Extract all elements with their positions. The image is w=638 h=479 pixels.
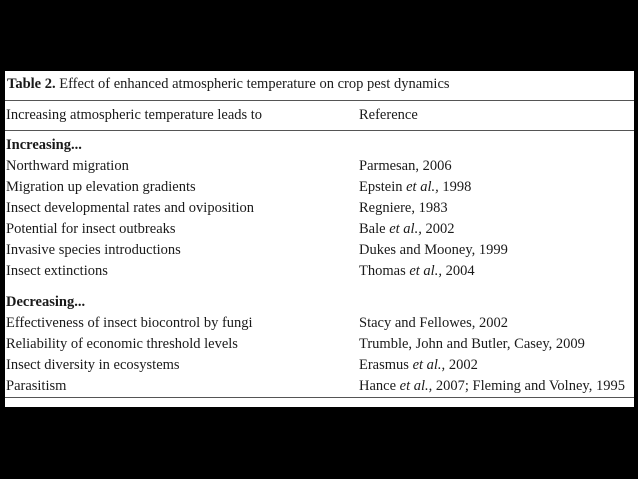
bottom-rule (5, 397, 634, 398)
row-reference: Regniere, 1983 (359, 200, 448, 216)
row-reference: Dukes and Mooney, 1999 (359, 242, 508, 258)
header-rule (5, 130, 634, 131)
table-panel (5, 71, 634, 407)
row-reference: Parmesan, 2006 (359, 158, 452, 174)
row-effect: Insect developmental rates and oviposition (6, 200, 255, 216)
section-heading-decreasing: Decreasing... (6, 294, 86, 310)
row-effect: Migration up elevation gradients (6, 179, 196, 195)
row-effect: Effectiveness of insect biocontrol by fungi (6, 315, 253, 331)
row-effect: Reliability of economic threshold levels (6, 336, 238, 352)
row-effect: Insect extinctions (6, 263, 108, 279)
row-reference: Hance et al., 2007; Fleming and Volney, 1995 (359, 378, 625, 394)
row-effect: Northward migration (6, 158, 129, 174)
row-reference: Epstein et al., 1998 (359, 179, 472, 195)
table-caption (7, 75, 450, 93)
row-effect: Invasive species introductions (6, 242, 181, 258)
caption-label: Table 2. (7, 76, 56, 92)
row-effect: Potential for insect outbreaks (6, 221, 176, 237)
row-effect: Insect diversity in ecosystems (6, 357, 180, 373)
row-reference: Trumble, John and Butler, Casey, 2009 (359, 336, 585, 352)
header-col-reference: Reference (359, 107, 418, 123)
row-effect: Parasitism (6, 378, 67, 394)
header-col-effect: Increasing atmospheric temperature leads to (6, 107, 263, 123)
section-heading-increasing: Increasing... (6, 137, 82, 153)
row-reference: Stacy and Fellowes, 2002 (359, 315, 509, 331)
top-rule (5, 100, 634, 101)
row-reference: Erasmus et al., 2002 (359, 357, 478, 373)
row-reference: Thomas et al., 2004 (359, 263, 475, 279)
row-reference: Bale et al., 2002 (359, 221, 455, 237)
caption-text: Effect of enhanced atmospheric temperature on crop pest dynamics (55, 76, 450, 92)
